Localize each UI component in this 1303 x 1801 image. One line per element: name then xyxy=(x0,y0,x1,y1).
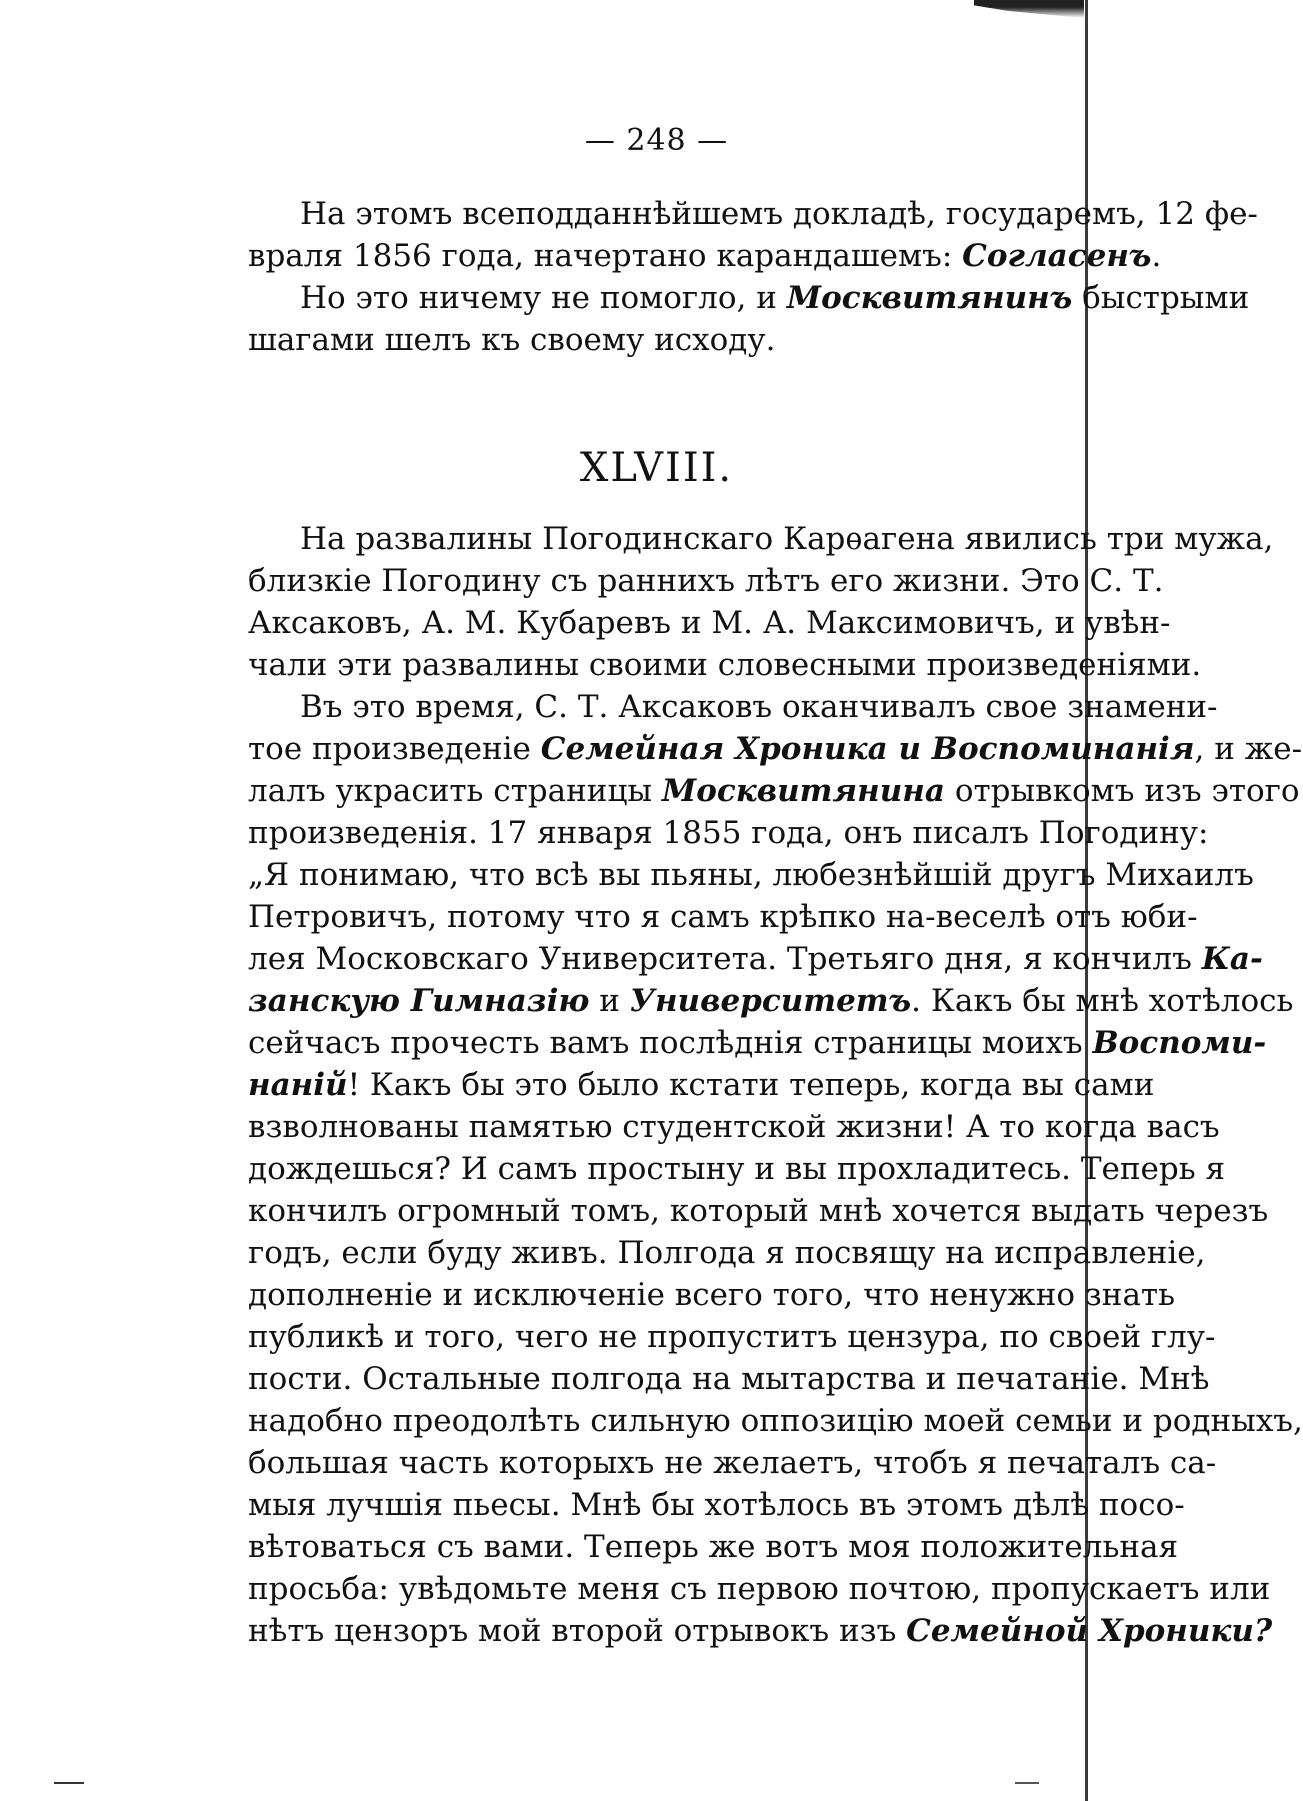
text-line xyxy=(248,854,1254,896)
text-segment: сейчасъ прочесть вамъ послѣднія страницы моихъ xyxy=(248,1025,1093,1061)
text-line xyxy=(248,1232,1206,1274)
text-segment: Въ это время, С. Т. Аксаковъ оканчивалъ свое знамени- xyxy=(300,689,1218,725)
text-line xyxy=(248,193,1258,235)
text-segment: Аксаковъ, А. М. Кубаревъ и М. А. Максимовичъ, и увѣн- xyxy=(248,605,1171,641)
text-segment: вѣтоваться съ вами. Теперь же вотъ моя положительная xyxy=(248,1529,1179,1565)
text-segment: и xyxy=(589,983,630,1019)
text-segment: лалъ украсить страницы xyxy=(248,773,662,809)
chapter-title: XLVIII. xyxy=(579,445,734,491)
text-line xyxy=(248,770,1300,812)
text-segment: публикѣ и того, чего не пропуститъ цензура, по своей глу- xyxy=(248,1319,1216,1355)
italic-emphasis: Воспоми- xyxy=(1092,1025,1267,1061)
text-segment: ! Какъ бы это было кстати теперь, когда вы сами xyxy=(347,1067,1155,1103)
text-line xyxy=(248,518,1274,560)
italic-emphasis: Семейной Хроники? xyxy=(906,1613,1273,1649)
text-line xyxy=(248,896,1198,938)
text-segment: тое произведеніе xyxy=(248,731,541,767)
text-segment: враля 1856 года, начертано карандашемъ: xyxy=(248,238,963,274)
italic-emphasis: Москвитянинъ xyxy=(786,280,1073,316)
text-line xyxy=(248,1190,1269,1232)
italic-emphasis: Семейная Хроника и Воспоминанія xyxy=(540,731,1195,767)
text-segment: отрывкомъ изъ этого xyxy=(944,773,1300,809)
text-segment: пости. Остальные полгода на мытарства и печатаніе. Мнѣ xyxy=(248,1361,1210,1397)
text-line xyxy=(248,235,1162,277)
text-line xyxy=(248,1442,1217,1484)
text-block-chapter xyxy=(248,518,1303,1652)
text-line xyxy=(248,1022,1267,1064)
text-segment: кончилъ огромный томъ, который мнѣ хочется выдать черезъ xyxy=(248,1193,1269,1229)
text-segment: быстрыми xyxy=(1072,280,1250,316)
text-segment: надобно преодолѣть сильную оппозицію моей семьи и родныхъ, xyxy=(248,1403,1303,1439)
text-line xyxy=(248,686,1218,728)
text-segment: мыя лучшія пьесы. Мнѣ бы хотѣлось въ этомъ дѣлѣ посо- xyxy=(248,1487,1185,1523)
text-line xyxy=(248,980,1294,1022)
text-segment: дополненіе и исключеніе всего того, что ненужно знать xyxy=(248,1277,1175,1313)
text-line xyxy=(248,277,1250,319)
italic-emphasis: Согласенъ xyxy=(962,238,1152,274)
italic-emphasis: занскую Гимназію xyxy=(248,983,590,1019)
text-line xyxy=(248,1568,1271,1610)
scan-corner-artifact xyxy=(974,0,1084,18)
text-segment: На этомъ всеподданнѣйшемъ докладѣ, государемъ, 12 фе- xyxy=(300,196,1258,232)
italic-emphasis: Ка- xyxy=(1201,941,1263,977)
text-line xyxy=(248,1064,1155,1106)
italic-emphasis: наній xyxy=(248,1067,348,1103)
text-segment: Но это ничему не помогло, и xyxy=(300,280,787,316)
text-line xyxy=(248,1484,1185,1526)
text-segment: лея Московскаго Университета. Третьяго дня, я кончилъ xyxy=(248,941,1202,977)
text-segment: взволнованы памятью студентской жизни! А то когда васъ xyxy=(248,1109,1220,1145)
text-line xyxy=(248,602,1171,644)
text-line xyxy=(248,644,1202,686)
text-segment: близкіе Погодину съ раннихъ лѣтъ его жизни. Это С. Т. xyxy=(248,563,1164,599)
text-segment: дождешься? И самъ простыну и вы прохладитесь. Теперь я xyxy=(248,1151,1225,1187)
page-number: — 248 — xyxy=(584,123,729,158)
text-line xyxy=(248,938,1263,980)
text-line xyxy=(248,560,1164,602)
text-segment: Петровичъ, потому что я самъ крѣпко на-веселѣ отъ юби- xyxy=(248,899,1198,935)
text-segment: . Какъ бы мнѣ хотѣлось xyxy=(911,983,1294,1019)
text-line xyxy=(248,1316,1216,1358)
text-line xyxy=(248,1526,1179,1568)
text-segment: шагами шелъ къ своему исходу. xyxy=(248,322,776,358)
text-segment: произведенія. 17 января 1855 года, онъ писалъ Погодину: xyxy=(248,815,1209,851)
text-line xyxy=(248,1274,1175,1316)
italic-emphasis: Москвитянина xyxy=(661,773,945,809)
text-segment: , и же- xyxy=(1194,731,1303,767)
text-segment: нѣтъ цензоръ мой второй отрывокъ изъ xyxy=(248,1613,907,1649)
text-line xyxy=(248,319,1065,361)
text-segment: просьба: увѣдомьте меня съ первою почтою, пропускаетъ или xyxy=(248,1571,1271,1607)
text-segment: „Я понимаю, что всѣ вы пьяны, любезнѣйшій другъ Михаилъ xyxy=(248,857,1254,893)
italic-emphasis: Университетъ xyxy=(629,983,912,1019)
text-line xyxy=(248,1358,1210,1400)
text-segment: годъ, если буду живъ. Полгода я посвящу на исправленіе, xyxy=(248,1235,1206,1271)
text-line xyxy=(248,1148,1225,1190)
text-line xyxy=(248,812,1209,854)
text-line xyxy=(248,1610,1273,1652)
scan-bottom-mark xyxy=(54,1782,84,1784)
text-line xyxy=(248,1106,1220,1148)
text-segment: . xyxy=(1151,238,1162,274)
text-block-intro xyxy=(248,193,1258,361)
text-segment: На развалины Погодинскаго Карѳагена явились три мужа, xyxy=(300,521,1274,557)
scan-bottom-mark xyxy=(1015,1782,1039,1784)
text-line xyxy=(248,1400,1303,1442)
text-segment: большая часть которыхъ не желаетъ, чтобъ я печаталъ са- xyxy=(248,1445,1217,1481)
text-line xyxy=(248,728,1303,770)
text-segment: чали эти развалины своими словесными произведеніями. xyxy=(248,647,1202,683)
